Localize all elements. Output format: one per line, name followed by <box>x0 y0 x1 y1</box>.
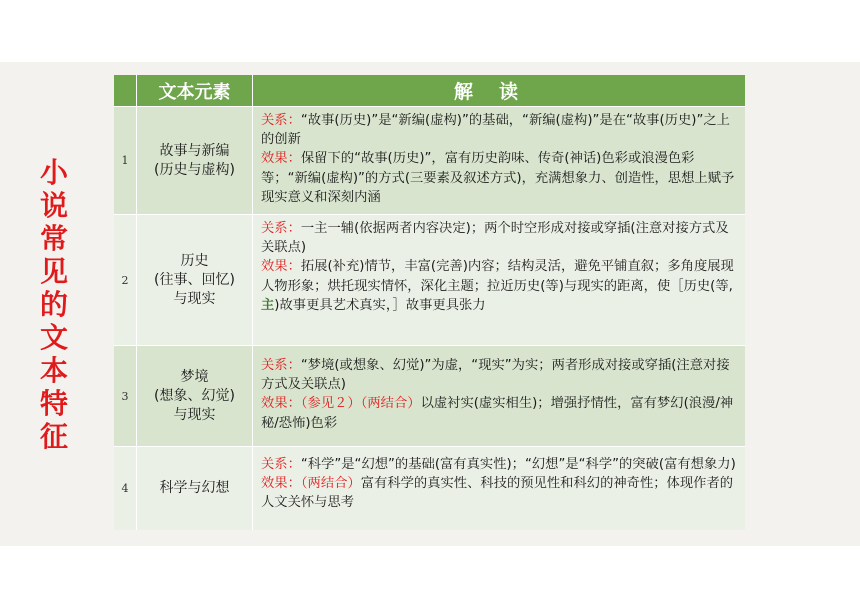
effect-key: 效果：（两结合） <box>261 476 361 492</box>
row-element-line: 与现实 <box>173 290 216 307</box>
row-element-line: (往事、回忆) <box>154 271 235 288</box>
side-title-char: 特 <box>39 387 68 420</box>
side-title <box>34 156 74 453</box>
effect-body-end: )故事更具艺术真实，］故事更具张力 <box>274 297 486 313</box>
row-element-line: 与现实 <box>173 406 216 423</box>
row-element <box>136 107 252 214</box>
relation-body: 一主一辅(依据两者内容决定)；两个时空形成对接或穿插(注意对接方式及关联点) <box>261 221 729 256</box>
row-element-line: 科学与幻想 <box>159 480 230 496</box>
table-row <box>114 446 745 530</box>
row-element-line: (历史与虚构) <box>154 161 235 178</box>
effect-body: 以虚衬实(虚实相生)；增强抒情性，富有梦幻(浪漫/神秘/恐怖)色彩 <box>261 396 734 431</box>
row-number: 1 <box>121 154 129 167</box>
side-title-char: 常 <box>39 222 68 255</box>
relation-body: “科学”是“幻想”的基础(富有真实性)；“幻想”是“科学”的突破(富有想象力) <box>300 457 736 472</box>
side-title-char: 说 <box>39 189 68 222</box>
relation-key: 关系： <box>261 457 301 472</box>
relation-text <box>261 455 737 474</box>
table-row <box>114 345 745 446</box>
effect-key: 效果：（参见２）（两结合） <box>261 396 421 412</box>
highlight-word: 主 <box>261 297 275 313</box>
row-reading <box>252 447 745 530</box>
effect-text <box>261 474 737 512</box>
effect-text <box>261 394 737 432</box>
effect-key: 效果： <box>261 259 301 275</box>
table-row <box>114 106 745 214</box>
row-number: 4 <box>121 482 129 495</box>
side-title-char: 本 <box>39 354 68 387</box>
effect-body: 拓展(补充)情节，丰富(完善)内容；结构灵活，避免平铺直叙；多角度展现人物形象；烘托现实情怀，深化主题；拉近历史(等)与现实的距离，使［历史(等, <box>261 259 734 294</box>
relation-key: 关系： <box>261 358 301 373</box>
table-row <box>114 214 745 345</box>
header-num-cell <box>114 75 136 106</box>
row-reading <box>252 215 745 345</box>
row-element-line: 故事与新编 <box>159 142 230 159</box>
side-title-char: 见 <box>39 255 68 288</box>
side-title-char: 征 <box>39 420 68 453</box>
row-number: 3 <box>121 389 129 403</box>
row-element-line: 历史 <box>180 252 209 269</box>
element-table <box>114 75 745 530</box>
row-element <box>136 215 252 345</box>
row-element-line: 梦境 <box>180 368 209 385</box>
side-title-char: 文 <box>39 321 68 354</box>
effect-body: 保留下的“故事(历史)”，富有历史韵味、传奇(神话)色彩或浪漫色彩等；“新编(虚构)”的方式(三要素及叙述方式)，充满想象力、创造性，思想上赋予现实意义和深刻内涵 <box>261 151 735 205</box>
row-element <box>136 346 252 446</box>
table-header <box>114 75 745 106</box>
row-element-line: (想象、幻觉) <box>154 387 235 404</box>
effect-body: 富有科学的真实性、科技的预见性和科幻的神奇性；体现作者的人文关怀与思考 <box>261 476 734 511</box>
relation-key: 关系： <box>261 113 301 128</box>
row-reading <box>252 346 745 446</box>
header-elem-cell: 文本元素 <box>136 75 252 106</box>
side-title-char: 小 <box>39 156 68 189</box>
relation-key: 关系： <box>261 221 301 236</box>
relation-text <box>261 219 737 257</box>
effect-text <box>261 257 737 315</box>
row-element <box>136 447 252 530</box>
relation-body: “梦境(或想象、幻觉)”为虚，“现实”为实；两者形成对接或穿插(注意对接方式及关联点) <box>261 358 730 393</box>
side-title-char: 的 <box>39 288 68 321</box>
effect-text <box>261 149 737 207</box>
header-read-cell: 解读 <box>252 75 745 106</box>
relation-body: “故事(历史)”是“新编(虚构)”的基础，“新编(虚构)”是在“故事(历史)”之上的创新 <box>261 113 730 148</box>
relation-text <box>261 356 737 394</box>
row-number: 2 <box>121 273 129 287</box>
row-reading <box>252 107 745 214</box>
relation-text <box>261 111 737 149</box>
effect-key: 效果： <box>261 151 301 167</box>
